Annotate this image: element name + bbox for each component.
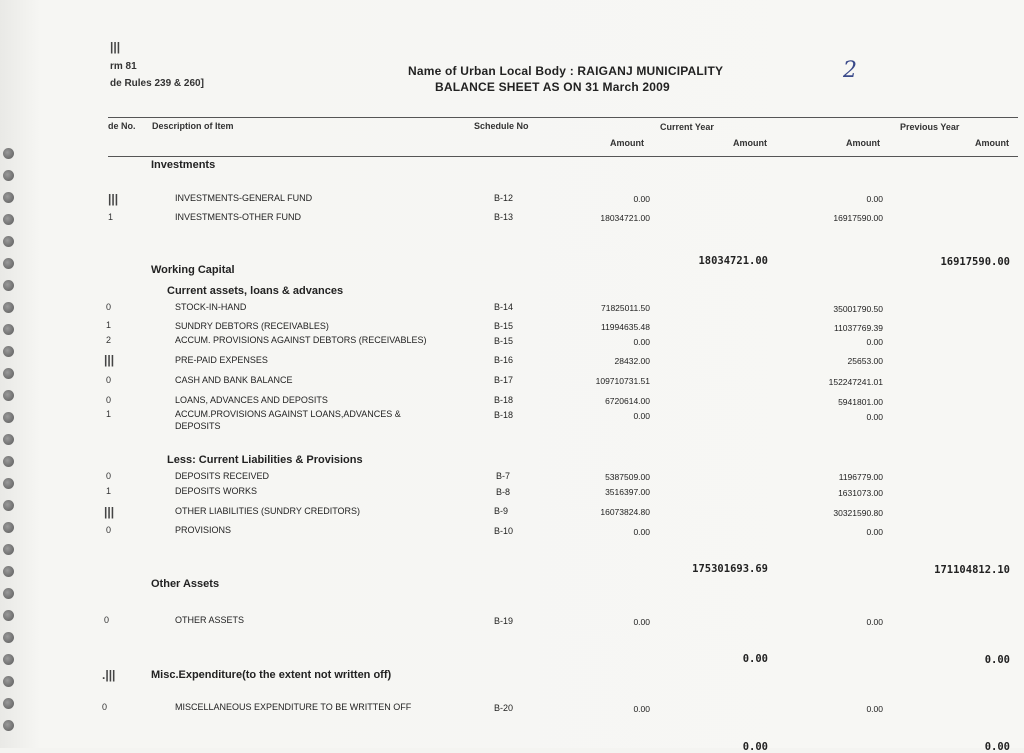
row-current: 71825011.50 [600,303,650,313]
row-schedule: B-10 [494,526,514,536]
row-label: DEPOSITS RECEIVED [175,471,270,481]
scan-mark: .||| [102,668,116,682]
section-investments: Investments [151,159,216,171]
handwritten-page-number: 2 [843,58,857,83]
column-rule [108,156,1018,157]
row-code: 0 [106,375,112,385]
row-current: 0.00 [633,411,650,421]
section-other-assets: Other Assets [151,578,220,590]
row-previous: 0.00 [866,527,883,537]
row-label: MISCELLANEOUS EXPENDITURE TO BE WRITTEN OFF [175,702,412,712]
row-label: PRE-PAID EXPENSES [175,355,268,365]
document-subtitle: BALANCE SHEET AS ON 31 March 2009 [435,80,670,94]
row-schedule: B-14 [494,302,514,312]
row-current: 0.00 [633,194,650,204]
row-label: PROVISIONS [175,525,232,535]
row-previous: 0.00 [866,337,883,347]
row-schedule: B-20 [494,703,514,713]
col-amount: Amount [610,138,644,148]
row-previous: 0.00 [866,704,883,714]
row-label-continued: DEPOSITS [175,421,221,431]
row-current: 6720614.00 [605,396,650,406]
row-schedule: B-9 [494,506,509,516]
row-code: 0 [106,525,112,535]
total-investments-current: 18034721.00 [698,255,768,267]
row-label: STOCK-IN-HAND [175,302,247,312]
row-previous: 0.00 [866,617,883,627]
col-amount: Amount [846,138,880,148]
row-current: 28432.00 [614,356,650,366]
col-code: de No. [108,121,136,131]
total-working-capital-current: 175301693.69 [692,563,768,575]
row-previous: 1196779.00 [838,472,883,482]
row-current: 5387509.00 [605,472,650,482]
total-other-assets-previous: 0.00 [984,654,1010,666]
row-code: 0 [106,395,112,405]
row-previous: 5941801.00 [838,397,883,407]
row-label: ACCUM.PROVISIONS AGAINST LOANS,ADVANCES & [175,409,401,419]
col-previous-year: Previous Year [900,122,960,132]
row-schedule: B-19 [494,616,514,626]
section-misc-expenditure: Misc.Expenditure(to the extent not written off) [151,669,392,681]
row-label: LOANS, ADVANCES AND DEPOSITS [175,395,328,405]
row-previous: 30321590.80 [833,508,883,518]
scan-mark: ||| [108,192,119,206]
row-schedule: B-7 [496,471,511,481]
row-previous: 152247241.01 [828,377,883,387]
header-rule [108,117,1018,118]
row-code: 0 [106,471,112,481]
row-current: 0.00 [633,337,650,347]
row-label: ACCUM. PROVISIONS AGAINST DEBTORS (RECEIVABLES) [175,335,427,345]
row-code: 2 [106,335,112,345]
row-previous: 0.00 [866,194,883,204]
row-code: 1 [106,320,112,330]
row-schedule: B-18 [494,395,514,405]
row-current: 16073824.80 [600,507,650,517]
row-previous: 1631073.00 [838,488,883,498]
row-current: 0.00 [633,527,650,537]
row-code: 0 [104,615,110,625]
row-current: 3516397.00 [605,487,650,497]
row-previous: 16917590.00 [833,213,883,223]
row-label: OTHER LIABILITIES (SUNDRY CREDITORS) [175,506,361,516]
row-schedule: B-17 [494,375,514,385]
spiral-binding [0,0,26,748]
row-current: 18034721.00 [600,213,650,223]
row-previous: 0.00 [866,412,883,422]
col-amount: Amount [975,138,1009,148]
col-current-year: Current Year [660,122,714,132]
row-schedule: B-16 [494,355,514,365]
subsection-current-liabilities: Less: Current Liabilities & Provisions [167,454,363,466]
scan-mark: ||| [110,40,121,54]
row-code: 0 [106,302,112,312]
row-code: 0 [102,702,108,712]
total-misc-current: 0.00 [742,741,768,753]
row-schedule: B-15 [494,321,514,331]
row-schedule: B-12 [494,193,514,203]
row-previous: 35001790.50 [833,304,883,314]
row-label: DEPOSITS WORKS [175,486,258,496]
row-schedule: B-18 [494,410,514,420]
col-schedule: Schedule No [474,121,529,131]
total-investments-previous: 16917590.00 [940,256,1010,268]
row-label: INVESTMENTS-GENERAL FUND [175,193,313,203]
col-amount: Amount [733,138,767,148]
row-code: 1 [108,212,114,222]
col-description: Description of Item [152,121,234,131]
scan-mark: ||| [104,353,115,367]
row-previous: 11037769.39 [833,323,883,333]
row-current: 109710731.51 [595,376,650,386]
row-schedule: B-15 [494,336,514,346]
form-number: rm 81 [110,61,137,72]
total-working-capital-previous: 171104812.10 [934,564,1010,576]
total-other-assets-current: 0.00 [742,653,768,665]
subsection-current-assets: Current assets, loans & advances [167,285,344,297]
row-label: OTHER ASSETS [175,615,245,625]
rules-reference: de Rules 239 & 260] [110,78,204,89]
row-previous: 25653.00 [847,356,883,366]
row-label: CASH AND BANK BALANCE [175,375,293,385]
row-current: 0.00 [633,617,650,627]
row-schedule: B-13 [494,212,514,222]
document-title: Name of Urban Local Body : RAIGANJ MUNICIPALITY [408,64,724,78]
row-label: INVESTMENTS-OTHER FUND [175,212,301,222]
row-code: 1 [106,486,112,496]
row-schedule: B-8 [496,487,511,497]
row-label: SUNDRY DEBTORS (RECEIVABLES) [175,321,329,331]
row-current: 0.00 [633,704,650,714]
section-working-capital: Working Capital [151,264,235,276]
scan-mark: ||| [104,505,115,519]
total-misc-previous: 0.00 [984,741,1010,753]
row-current: 11994635.48 [600,322,650,332]
row-code: 1 [106,409,112,419]
